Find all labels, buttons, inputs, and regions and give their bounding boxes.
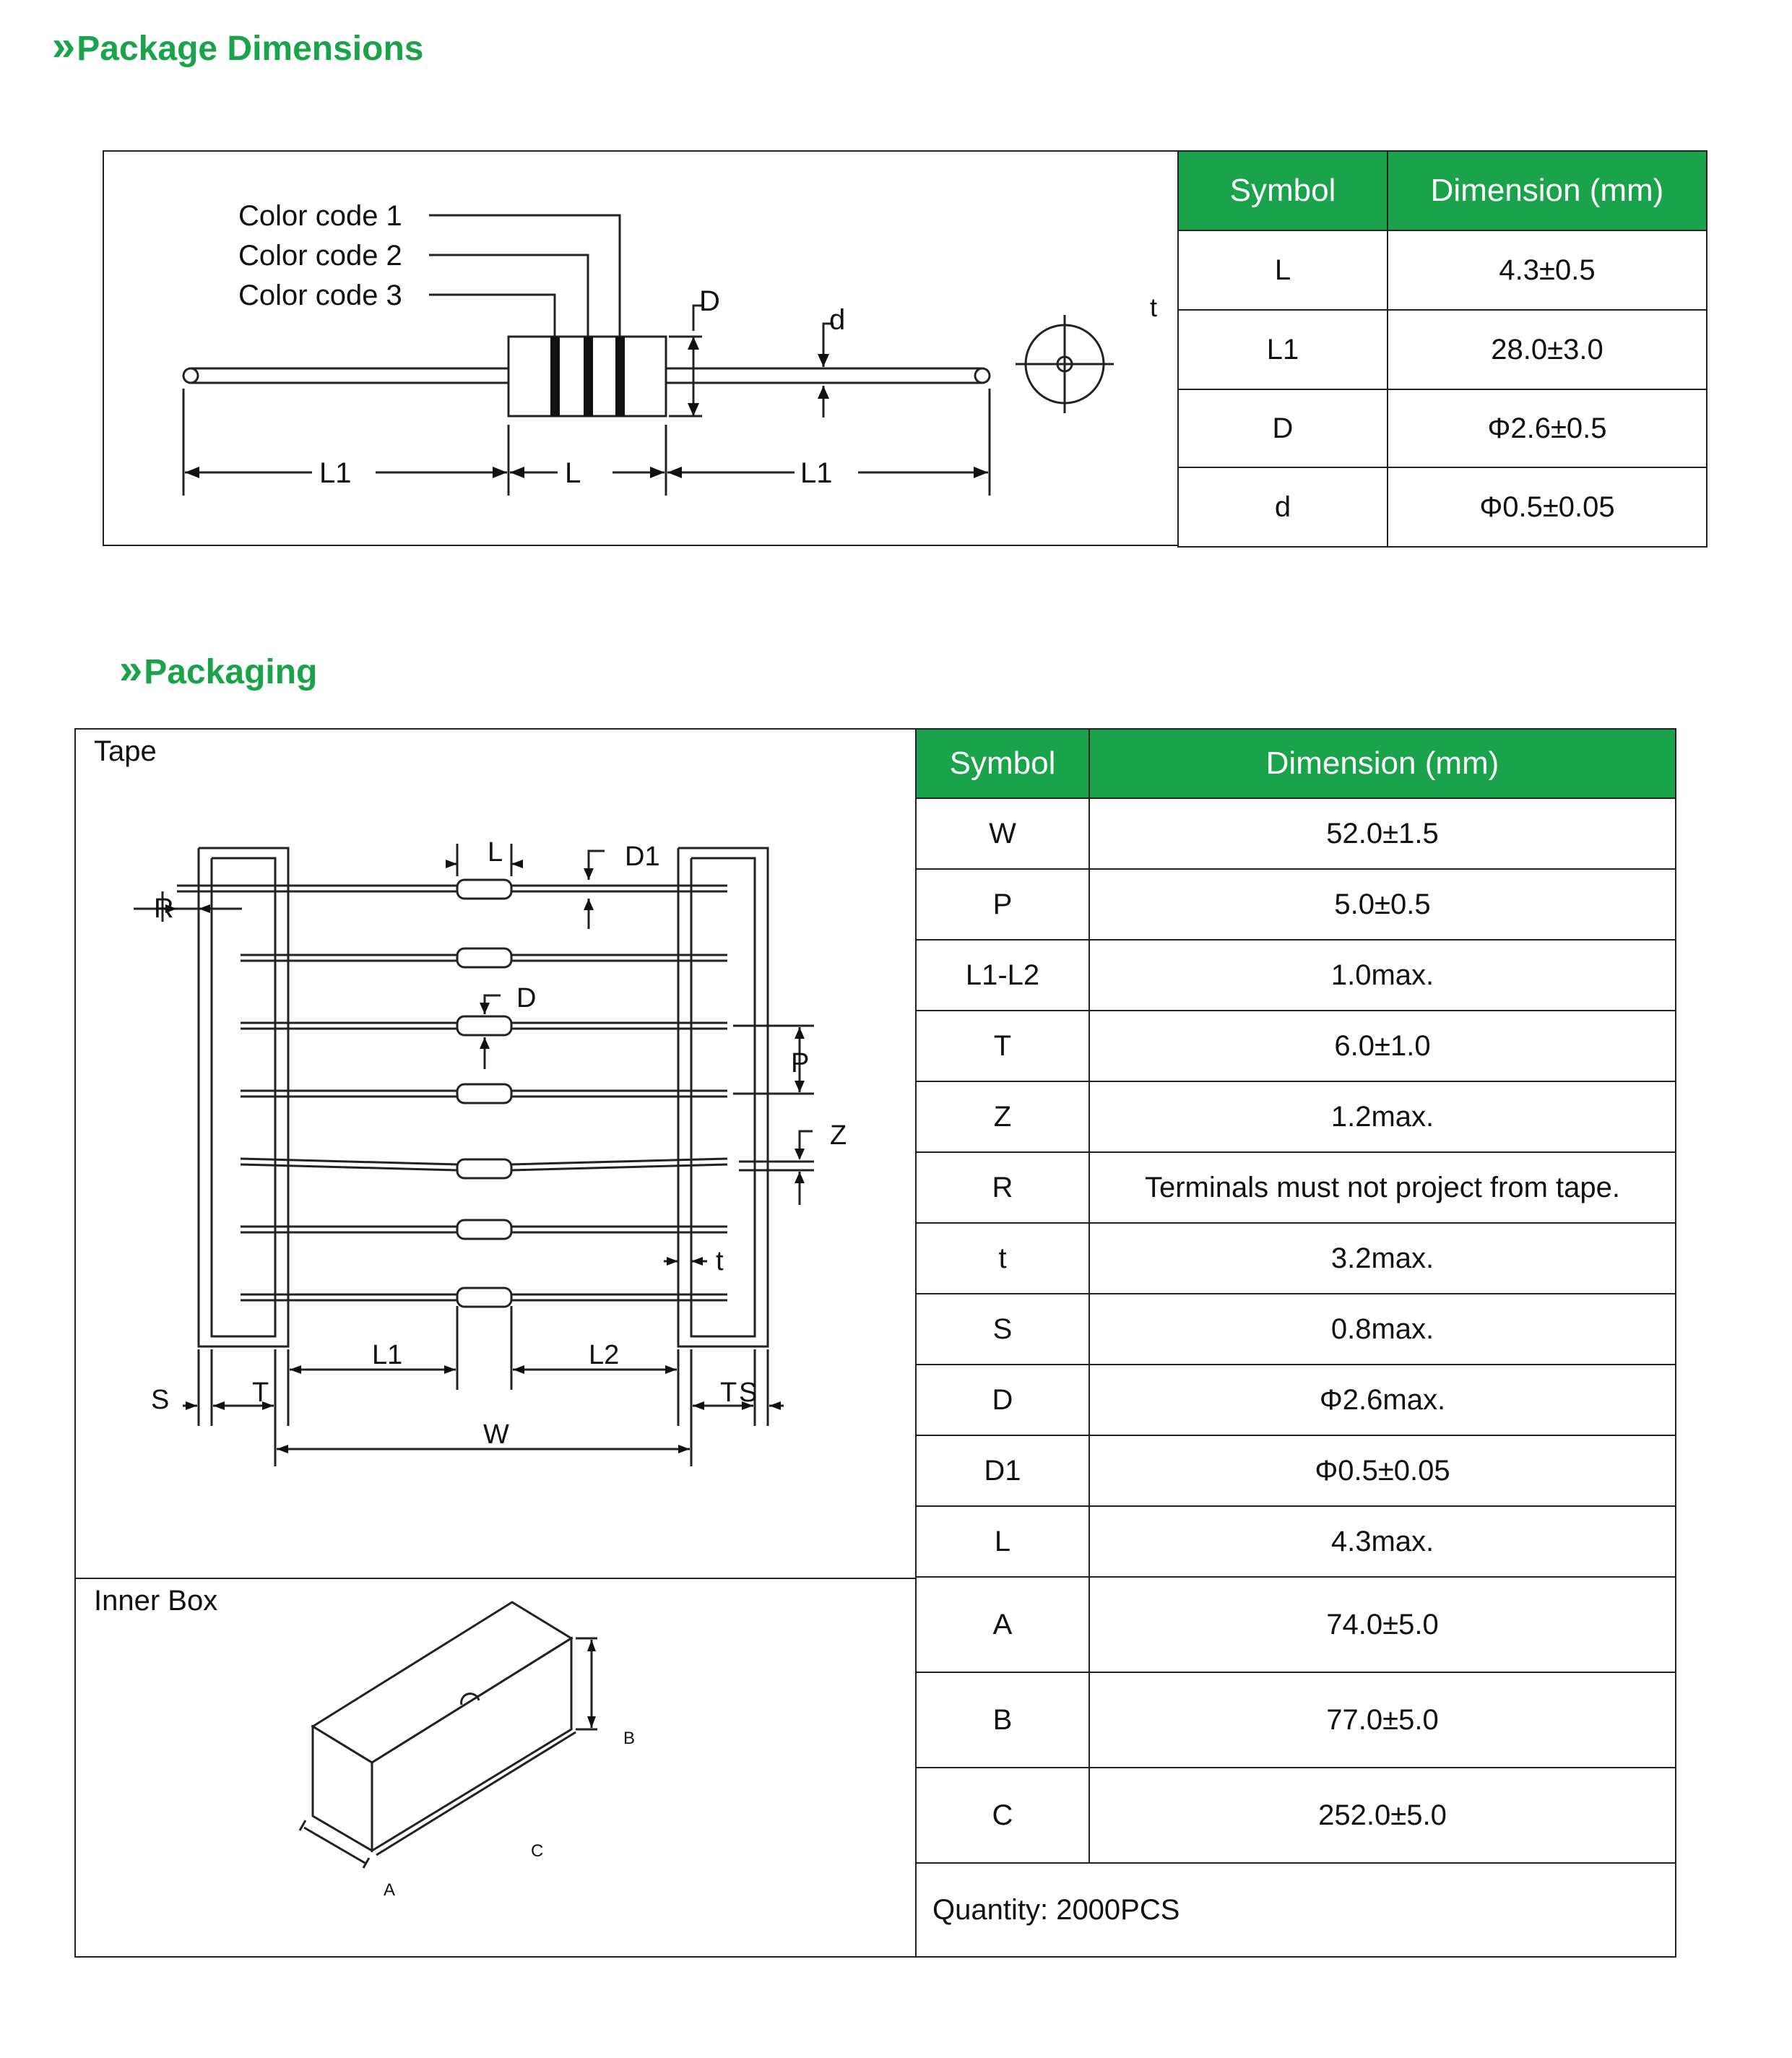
table-row bbox=[916, 1768, 1676, 1863]
tape-t-left-label: T bbox=[252, 1378, 269, 1408]
d-lead-label: d bbox=[829, 304, 846, 336]
chevron-icon: » bbox=[119, 646, 143, 693]
table-row bbox=[916, 1294, 1676, 1365]
tape-s-right-label: S bbox=[739, 1378, 758, 1408]
value-cell: 0.8max. bbox=[1089, 1294, 1676, 1365]
table-row bbox=[1178, 310, 1707, 389]
table-row bbox=[916, 940, 1676, 1011]
symbol-cell: S bbox=[916, 1294, 1089, 1365]
tape-d1-label: D1 bbox=[625, 842, 660, 872]
l1-left-label: L1 bbox=[319, 457, 352, 489]
tape-d-label: D bbox=[516, 983, 537, 1013]
symbol-cell: L bbox=[916, 1506, 1089, 1577]
box-b-label: B bbox=[623, 1729, 636, 1748]
package-dimensions-heading bbox=[52, 22, 423, 70]
symbol-cell: C bbox=[916, 1768, 1089, 1863]
header-symbol: Symbol bbox=[916, 729, 1089, 798]
table-row bbox=[916, 798, 1676, 869]
tape-l-label: L bbox=[488, 837, 503, 868]
value-cell: Φ2.6max. bbox=[1089, 1365, 1676, 1435]
t-label: t bbox=[1150, 293, 1158, 322]
tape-t-right-label: T bbox=[720, 1378, 737, 1408]
table-row bbox=[916, 1506, 1676, 1577]
table-row bbox=[1178, 389, 1707, 467]
tape-p-label: P bbox=[791, 1048, 810, 1078]
value-cell: 4.3max. bbox=[1089, 1506, 1676, 1577]
table-row bbox=[1178, 230, 1707, 310]
symbol-cell: W bbox=[916, 798, 1089, 869]
box-c-label: C bbox=[531, 1841, 544, 1861]
symbol-cell: P bbox=[916, 869, 1089, 940]
symbol-cell: Z bbox=[916, 1081, 1089, 1152]
value-cell: 4.3±0.5 bbox=[1388, 230, 1707, 310]
symbol-cell: D1 bbox=[916, 1435, 1089, 1506]
value-cell: Φ0.5±0.05 bbox=[1388, 467, 1707, 547]
table-row bbox=[916, 1223, 1676, 1294]
value-cell: 28.0±3.0 bbox=[1388, 310, 1707, 389]
tape-l1-label: L1 bbox=[372, 1340, 403, 1370]
chevron-icon: » bbox=[52, 22, 76, 69]
table-row bbox=[916, 1577, 1676, 1672]
tape-l2-label: L2 bbox=[589, 1340, 620, 1370]
symbol-cell: d bbox=[1178, 467, 1388, 547]
value-cell: 77.0±5.0 bbox=[1089, 1672, 1676, 1768]
value-cell: Terminals must not project from tape. bbox=[1089, 1152, 1676, 1223]
tape-t-small-label: t bbox=[716, 1246, 724, 1276]
value-cell: 5.0±0.5 bbox=[1089, 869, 1676, 940]
tape-r-label: R bbox=[154, 894, 174, 924]
table-row bbox=[916, 1365, 1676, 1435]
value-cell: 3.2max. bbox=[1089, 1223, 1676, 1294]
symbol-cell: t bbox=[916, 1223, 1089, 1294]
table-row bbox=[916, 1672, 1676, 1768]
table-row bbox=[916, 1435, 1676, 1506]
symbol-cell: R bbox=[916, 1152, 1089, 1223]
table-row bbox=[916, 1152, 1676, 1223]
quantity-cell: Quantity: 2000PCS bbox=[916, 1863, 1676, 1957]
value-cell: 74.0±5.0 bbox=[1089, 1577, 1676, 1672]
packaging-heading bbox=[119, 645, 317, 693]
value-cell: 1.0max. bbox=[1089, 940, 1676, 1011]
packaging-title: Packaging bbox=[144, 653, 318, 691]
resistor-outline-diagram bbox=[103, 150, 1179, 546]
package-dimensions-title: Package Dimensions bbox=[77, 30, 424, 68]
table-row bbox=[916, 1081, 1676, 1152]
value-cell: 1.2max. bbox=[1089, 1081, 1676, 1152]
symbol-cell: D bbox=[916, 1365, 1089, 1435]
packaging-dimensions-table bbox=[915, 728, 1676, 1958]
value-cell: 6.0±1.0 bbox=[1089, 1011, 1676, 1081]
header-dimension: Dimension (mm) bbox=[1089, 729, 1676, 798]
symbol-cell: D bbox=[1178, 389, 1388, 467]
symbol-cell: T bbox=[916, 1011, 1089, 1081]
d-body-label: D bbox=[699, 285, 720, 317]
symbol-cell: L1 bbox=[1178, 310, 1388, 389]
symbol-cell: B bbox=[916, 1672, 1089, 1768]
box-a-label: A bbox=[384, 1880, 396, 1900]
color-code-2-label: Color code 2 bbox=[238, 240, 402, 272]
color-code-1-label: Color code 1 bbox=[238, 200, 402, 232]
table-row bbox=[916, 1011, 1676, 1081]
tape-w-label: W bbox=[483, 1419, 509, 1450]
tape-z-label: Z bbox=[830, 1120, 847, 1151]
value-cell: Φ0.5±0.05 bbox=[1089, 1435, 1676, 1506]
package-dimensions-table bbox=[1177, 150, 1707, 548]
symbol-cell: A bbox=[916, 1577, 1089, 1672]
tape-label: Tape bbox=[94, 735, 157, 767]
tape-s-left-label: S bbox=[151, 1385, 170, 1415]
tape-diagram bbox=[74, 728, 917, 1579]
l1-right-label: L1 bbox=[800, 457, 833, 489]
inner-box-label: Inner Box bbox=[94, 1585, 218, 1617]
inner-box-diagram bbox=[74, 1578, 917, 1958]
header-dimension: Dimension (mm) bbox=[1388, 151, 1707, 230]
table-row bbox=[916, 1863, 1676, 1957]
table-row bbox=[1178, 467, 1707, 547]
color-code-3-label: Color code 3 bbox=[238, 280, 402, 311]
l-label: L bbox=[565, 457, 581, 489]
symbol-cell: L bbox=[1178, 230, 1388, 310]
value-cell: 52.0±1.5 bbox=[1089, 798, 1676, 869]
symbol-cell: L1-L2 bbox=[916, 940, 1089, 1011]
value-cell: 252.0±5.0 bbox=[1089, 1768, 1676, 1863]
table-row bbox=[916, 869, 1676, 940]
header-symbol: Symbol bbox=[1178, 151, 1388, 230]
value-cell: Φ2.6±0.5 bbox=[1388, 389, 1707, 467]
